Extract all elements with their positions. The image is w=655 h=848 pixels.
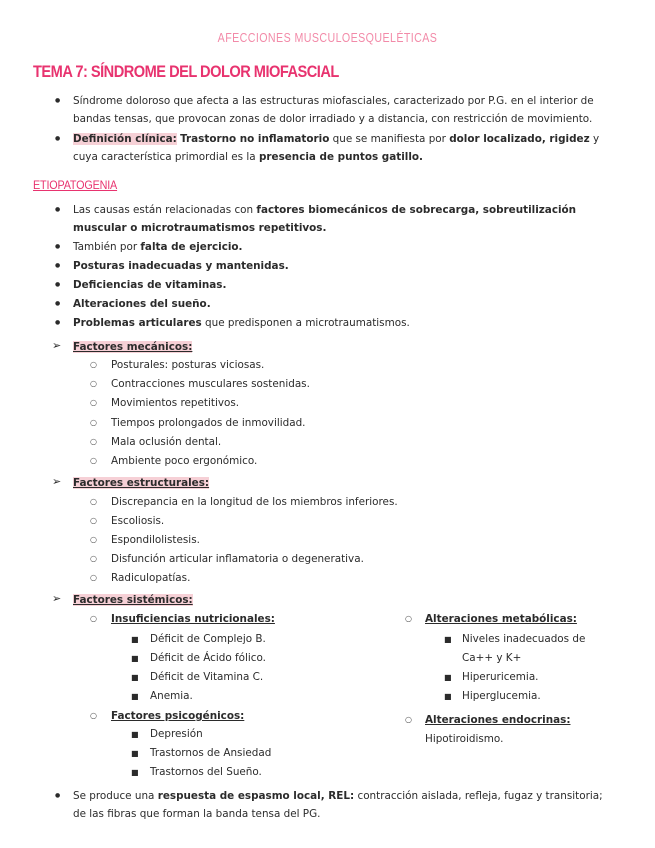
circle-bullet-icon: ○ — [90, 614, 97, 623]
square-bullet-icon: ■ — [131, 749, 139, 758]
mecanico-item: Mala oclusión dental. — [111, 435, 222, 448]
psicogenico-item: Depresión — [150, 728, 203, 740]
metabolica-item: Niveles inadecuados de — [462, 633, 586, 645]
endocrinas-label: Alteraciones endocrinas: — [425, 714, 571, 726]
mecanico-item: Tiempos prolongados de inmovilidad. — [111, 416, 306, 429]
square-bullet-icon: ■ — [131, 730, 139, 739]
mecanico-item: Contracciones musculares sostenidas. — [111, 378, 310, 391]
estructural-item: Radiculopatías. — [111, 572, 191, 584]
estructural-item: Espondilolistesis. — [111, 534, 200, 546]
square-bullet-icon: ■ — [131, 768, 139, 777]
square-bullet-icon: ■ — [444, 673, 452, 682]
circle-bullet-icon: ○ — [90, 456, 97, 465]
metabolicas-label: Alteraciones metabólicas: — [425, 613, 577, 625]
etio-bullet-3: ● Posturas inadecuadas y mantenidas. — [73, 257, 289, 275]
metabolica-item-cont: Ca++ y K+ — [462, 652, 522, 664]
circle-bullet-icon: ○ — [90, 436, 97, 446]
etio-bullet-1: ● Las causas están relacionadas con factores biomecánicos de sobrecarga, sobreutilización — [73, 201, 576, 219]
circle-bullet-icon: ○ — [90, 417, 97, 427]
mecanico-item: Movimientos repetitivos. — [111, 397, 240, 410]
factores-sistemicos-label: Factores sistémicos: — [73, 594, 193, 606]
circle-bullet-icon: ○ — [90, 711, 97, 720]
etio-bullet-6: ● Problemas articulares que predisponen a microtraumatismos. — [73, 314, 410, 332]
circle-bullet-icon: ○ — [90, 360, 97, 369]
circle-bullet-icon: ○ — [90, 535, 97, 544]
rel-bullet-cont: de las fibras que forman la banda tensa del PG. — [73, 808, 321, 820]
arrow-bullet-icon: ➢ — [52, 592, 62, 605]
mecanico-item: Ambiente poco ergonómico. — [111, 455, 258, 467]
factores-estructurales-label: Factores estructurales: — [73, 477, 210, 489]
estructural-item: Disfunción articular inflamatoria o degenerativa. — [111, 553, 364, 565]
metabolica-item: Hiperuricemia. — [462, 671, 539, 683]
intro-bullet-1: ● Síndrome doloroso que afecta a las estructuras miofasciales, caracterizado por P.G. en el interior de — [73, 92, 594, 110]
circle-bullet-icon: ○ — [90, 516, 97, 525]
circle-bullet-icon: ○ — [90, 497, 97, 506]
mecanico-item: Posturales: posturas viciosas. — [111, 359, 265, 371]
etio-bullet-4: ● Deficiencias de vitaminas. — [73, 276, 226, 294]
square-bullet-icon: ■ — [444, 635, 452, 644]
circle-bullet-icon: ○ — [90, 554, 97, 563]
circle-bullet-icon: ○ — [405, 715, 412, 724]
factores-mecanicos-label: Factores mecánicos: — [73, 341, 193, 353]
etio-bullet-2: ● También por falta de ejercicio. — [73, 238, 243, 256]
square-bullet-icon: ■ — [444, 692, 452, 701]
etio-bullet-5: ● Alteraciones del sueño. — [73, 295, 211, 313]
etio-bullet-1-cont: muscular o microtraumatismos repetitivos. — [73, 222, 327, 234]
circle-bullet-icon: ○ — [90, 379, 97, 389]
topic-title: TEMA 7: SÍNDROME DEL DOLOR MIOFASCIAL — [33, 62, 339, 81]
metabolica-item: Hiperglucemia. — [462, 690, 541, 702]
rel-bullet: ● Se produce una respuesta de espasmo local, REL: contracción aislada, refleja, fugaz y transitoria; — [73, 787, 603, 805]
endocrina-item: Hipotiroidismo. — [425, 733, 504, 745]
psicogenico-item: Trastornos del Sueño. — [150, 766, 262, 778]
square-bullet-icon: ■ — [131, 654, 139, 663]
nutricionales-label: Insuficiencias nutricionales: — [111, 613, 275, 625]
intro-bullet-2: ● Definición clínica: Trastorno no inflamatorio que se manifiesta por dolor localizado, rigidez y — [73, 130, 599, 148]
psicogenicos-label: Factores psicogénicos: — [111, 710, 245, 722]
circle-bullet-icon: ○ — [90, 398, 97, 408]
nutricional-item: Déficit de Ácido fólico. — [150, 652, 266, 664]
circle-bullet-icon: ○ — [405, 614, 412, 623]
intro-bullet-2-cont: cuya característica primordial es la presencia de puntos gatillo. — [73, 151, 423, 163]
nutricional-item: Déficit de Complejo B. — [150, 633, 266, 645]
estructural-item: Discrepancia en la longitud de los miembros inferiores. — [111, 496, 398, 508]
square-bullet-icon: ■ — [131, 692, 139, 701]
intro-bullet-1-cont: bandas tensas, que provocan zonas de dolor irradiado y a distancia, con restricción de movimiento. — [73, 113, 593, 125]
square-bullet-icon: ■ — [131, 673, 139, 682]
psicogenico-item: Trastornos de Ansiedad — [150, 747, 272, 759]
section-heading-etiopatogenia: ETIOPATOGENIA — [33, 178, 118, 192]
document-header: AFECCIONES MUSCULOESQUELÉTICAS — [217, 30, 438, 45]
nutricional-item: Déficit de Vitamina C. — [150, 671, 264, 683]
estructural-item: Escoliosis. — [111, 515, 165, 527]
nutricional-item: Anemia. — [150, 690, 193, 702]
square-bullet-icon: ■ — [131, 635, 139, 644]
arrow-bullet-icon: ➢ — [52, 475, 62, 488]
circle-bullet-icon: ○ — [90, 573, 97, 582]
arrow-bullet-icon: ➢ — [52, 339, 62, 352]
